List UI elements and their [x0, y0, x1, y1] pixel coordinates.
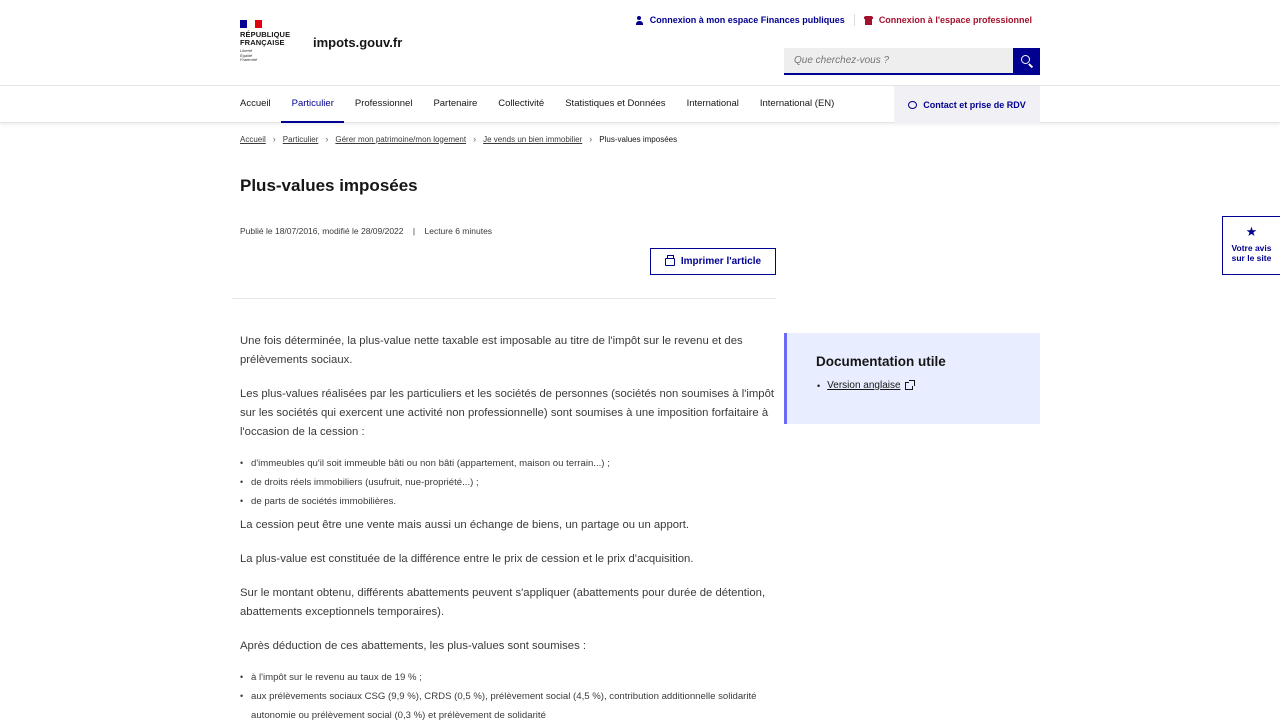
shop-icon	[864, 16, 873, 25]
devise-fraternite: Fraternité	[240, 57, 258, 62]
documentation-title: Documentation utile	[816, 354, 946, 369]
article-meta	[240, 226, 492, 236]
list-item: • aux prélèvements sociaux CSG (9,9 %), CRDS (0,5 %), prélèvement social (4,5 %), contribution additionnelle solidarité autonomie ou prélèvement social (0,3 %) et prélèvement de solidarité	[240, 687, 776, 720]
print-article-label: Imprimer l'article	[680, 256, 762, 267]
taxes-list	[240, 668, 776, 720]
login-professionnel-link[interactable]	[864, 15, 1032, 25]
login-particulier-label: Connexion à mon espace Finances publiques	[649, 15, 845, 25]
contact-rdv-button[interactable]	[894, 86, 1040, 123]
nav-item-partenaire[interactable]: Partenaire	[433, 98, 478, 109]
chevron-right-icon: ›	[325, 134, 329, 144]
list-item: • d'immeubles qu'il soit immeuble bâti ou non bâti (appartement, maison ou terrain...) ;	[240, 454, 776, 473]
search-bar	[784, 48, 1040, 75]
logo-line-1: RÉPUBLIQUE	[240, 30, 291, 39]
nav-item-accueil[interactable]: Accueil	[240, 98, 271, 109]
feedback-line-2: sur le site	[1231, 253, 1272, 263]
chevron-right-icon: ›	[272, 134, 276, 144]
feedback-label	[1231, 243, 1271, 263]
cession-list	[240, 454, 776, 511]
publication-date: Publié le 18/07/2016, modifié le 28/09/2022	[240, 226, 404, 236]
feedback-button[interactable]	[1222, 216, 1280, 275]
paragraph-cession: La cession peut être une vente mais aussi un échange de biens, un partage ou un apport.	[240, 519, 690, 531]
chat-bubble-icon	[908, 101, 917, 109]
printer-icon	[665, 258, 675, 266]
search-icon-handle	[1028, 63, 1033, 68]
search-button[interactable]	[1013, 48, 1040, 75]
meta-separator: |	[412, 226, 416, 236]
list-item: • à l'impôt sur le revenu au taux de 19 % ;	[240, 668, 776, 687]
paragraph-intro: Une fois déterminée, la plus-value nette taxable est imposable au titre de l'impôt sur le revenu et des prélèvements sociaux.	[240, 335, 743, 366]
paragraph-abattements: Sur le montant obtenu, différents abattements peuvent s'appliquer (abattements pour durée de détention, abattements exceptionnels temporaires).	[240, 587, 766, 618]
version-anglaise-link[interactable]	[817, 380, 913, 391]
paragraph-difference: La plus-value est constituée de la différence entre le prix de cession et le prix d'acquisition.	[240, 553, 694, 565]
search-input[interactable]	[784, 48, 1013, 75]
site-header	[0, 0, 1280, 86]
star-icon: ★	[1245, 224, 1258, 239]
breadcrumb-item-vente[interactable]: Je vends un bien immobilier	[483, 134, 583, 144]
feedback-line-1: Votre avis	[1231, 243, 1272, 253]
external-link-icon	[905, 382, 913, 390]
paragraph-soumises: Après déduction de ces abattements, les plus-values sont soumises :	[240, 640, 586, 652]
marianne-flag-icon	[240, 20, 262, 28]
quick-links-separator	[854, 14, 855, 26]
main-navigation	[0, 86, 1280, 123]
paragraph-imposition: Les plus-values réalisées par les particuliers et les sociétés de personnes (sociétés non soumises à l'impôt sur les sociétés qui exercent une activité non professionnelle) sont soumises à une imposition forfaitaire à l'occasion de la cession :	[240, 388, 774, 438]
nav-item-international-en[interactable]: International (EN)	[759, 98, 835, 109]
list-item: • de parts de sociétés immobilières.	[240, 492, 776, 511]
breadcrumb-current: Plus-values imposées	[599, 134, 678, 144]
contact-rdv-label: Contact et prise de RDV	[923, 99, 1026, 110]
login-professionnel-label: Connexion à l'espace professionnel	[878, 15, 1032, 25]
content-divider	[232, 298, 776, 299]
chevron-right-icon: ›	[473, 134, 477, 144]
print-article-button[interactable]	[650, 248, 776, 275]
version-anglaise-label: Version anglaise	[827, 380, 901, 391]
logo-devise	[240, 49, 300, 63]
article-content	[240, 332, 776, 720]
quick-access-links	[635, 14, 1032, 26]
login-particulier-link[interactable]	[635, 15, 845, 25]
reading-time: Lecture 6 minutes	[424, 226, 493, 236]
nav-item-collectivite[interactable]: Collectivité	[498, 98, 545, 109]
nav-item-professionnel[interactable]: Professionnel	[354, 98, 413, 109]
breadcrumb-item-patrimoine[interactable]: Gérer mon patrimoine/mon logement	[335, 134, 467, 144]
site-title[interactable]: impots.gouv.fr	[313, 35, 403, 50]
user-icon	[635, 16, 644, 25]
nav-list	[240, 86, 845, 123]
devise-egalite: Égalité	[240, 52, 253, 58]
nav-item-statistiques[interactable]: Statistiques et Données	[565, 98, 666, 109]
logo-text	[240, 31, 300, 47]
logo-line-2: FRANÇAISE	[240, 38, 285, 47]
nav-item-international[interactable]: International	[686, 98, 739, 109]
page-title: Plus-values imposées	[240, 176, 418, 195]
bullet: •	[817, 380, 821, 391]
chevron-right-icon: ›	[589, 134, 593, 144]
documentation-box	[784, 333, 1040, 424]
breadcrumb-item-particulier[interactable]: Particulier	[282, 134, 319, 144]
nav-item-particulier[interactable]: Particulier	[281, 86, 344, 123]
list-item: • de droits réels immobiliers (usufruit, nue-propriété...) ;	[240, 473, 776, 492]
breadcrumb-item-accueil[interactable]: Accueil	[240, 134, 266, 144]
devise-liberte: Liberté	[240, 48, 253, 53]
breadcrumb	[240, 134, 677, 144]
republique-francaise-logo[interactable]	[240, 20, 300, 63]
